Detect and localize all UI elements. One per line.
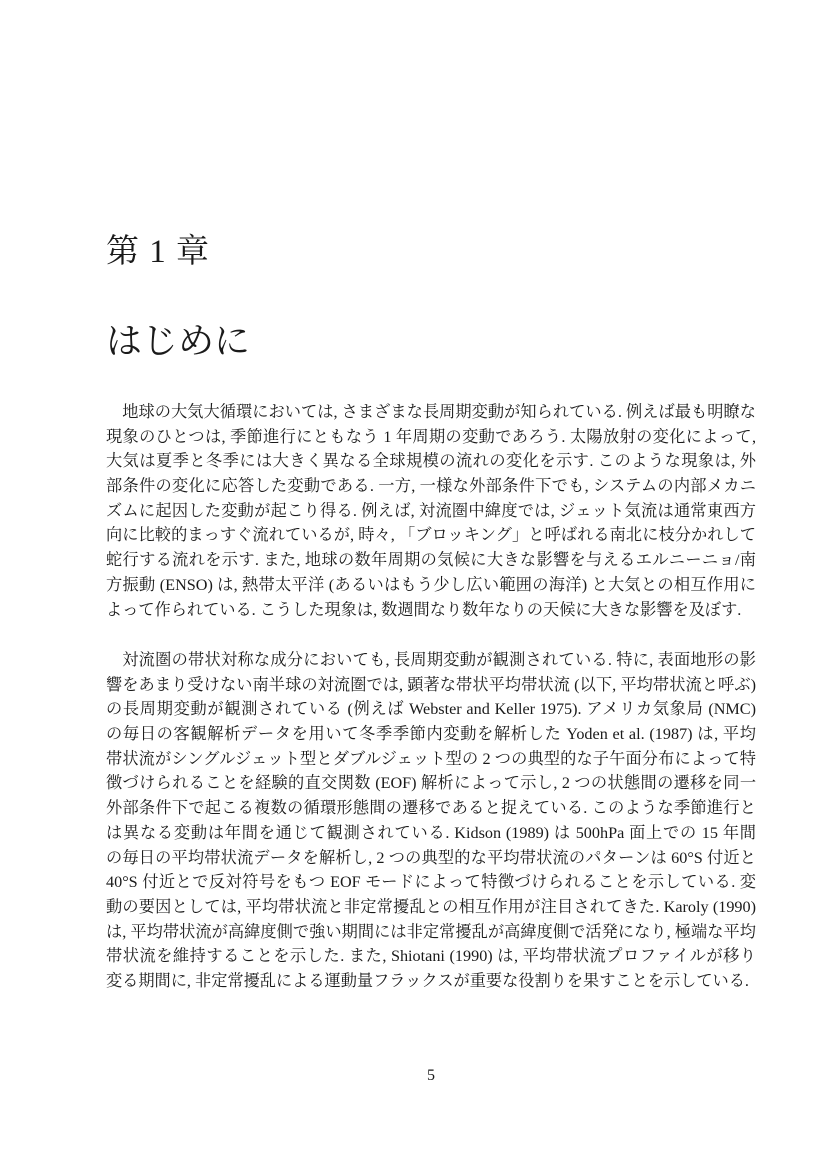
text-line: 方振動 (ENSO) は, 熱帯太平洋 (あるいはもう少し広い範囲の海洋) と大気との相互作用に [106, 575, 756, 594]
chapter-label: 第 1 章 [106, 234, 210, 270]
text-line: よって作られている. こうした現象は, 数週間なり数年なりの天候に大きな影響を及ぼす. [106, 600, 742, 619]
text-line: は異なる変動は年間を通じて観測されている. Kidson (1989) は 500hPa 面上での 15 年間 [106, 823, 756, 842]
page-number: 5 [427, 1067, 435, 1084]
text-line: 向に比較的まっすぐ流れているが, 時々, 「ブロッキング」と呼ばれる南北に枝分かれして [106, 526, 756, 545]
text-line: 動の要因としては, 平均帯状流と非定常擾乱との相互作用が注目されてきた. Karoly (1990) [106, 897, 756, 916]
text-line: の毎日の平均帯状流データを解析し, 2 つの典型的な平均帯状流のパターンは 60°S 付近と [106, 848, 756, 867]
text-line: 外部条件下で起こる複数の循環形態間の遷移であると捉えている. このような季節進行と [106, 799, 756, 818]
text-line: の毎日の客観解析データを用いて冬季季節内変動を解析した Yoden et al. (1987) は, 平均 [106, 725, 756, 744]
text-line: 40°S 付近とで反対符号をもつ EOF モードによって特徴づけられることを示している. 変 [106, 873, 756, 892]
text-line: 部条件の変化に応答した変動である. 一方, 一様な外部条件下でも, システムの内部メカニ [106, 477, 756, 496]
paragraph-1 [106, 400, 756, 622]
text-line: 変る期間に, 非定常擾乱による運動量フラックスが重要な役割りを果すことを示している. [106, 971, 749, 990]
text-line: 帯状流を維持することを示した. また, Shiotani (1990) は, 平均帯状流プロファイルが移り [106, 947, 756, 966]
text-line: の長周期変動が観測されている (例えば Webster and Keller 1975). アメリカ気象局 (NMC) [106, 700, 756, 719]
text-line: 大気は夏季と冬季には大きく異なる全球規模の流れの変化を示す. このような現象は, 外 [106, 452, 756, 471]
text-line: 地球の大気大循環においては, さまざまな長周期変動が知られている. 例えば最も明瞭な [122, 403, 756, 421]
paragraph-2 [106, 648, 756, 994]
text-line: 対流圏の帯状対称な成分においても, 長周期変動が観測されている. 特に, 表面地形の影 [122, 651, 756, 669]
text-line: 帯状流がシングルジェット型とダブルジェット型の 2 つの典型的な子午面分布によって特 [106, 749, 756, 768]
chapter-title: はじめに [106, 321, 251, 361]
text-line: ズムに起因した変動が起こり得る. 例えば, 対流圏中緯度では, ジェット気流は通常東西方 [106, 501, 756, 520]
text-line: は, 平均帯状流が高緯度側で強い期間には非定常擾乱が高緯度側で活発になり, 極端な平均 [106, 922, 756, 941]
text-line: 蛇行する流れを示す. また, 地球の数年周期の気候に大きな影響を与えるエルニーニョ/南 [106, 551, 756, 570]
text-line: 徴づけられることを経験的直交関数 (EOF) 解析によって示し, 2 つの状態間の遷移を同一 [106, 774, 756, 793]
text-line: 現象のひとつは, 季節進行にともなう 1 年周期の変動であろう. 太陽放射の変化によって, [106, 427, 756, 446]
text-line: 響をあまり受けない南半球の対流圏では, 顕著な帯状平均帯状流 (以下, 平均帯状流と呼ぶ) [106, 675, 756, 694]
